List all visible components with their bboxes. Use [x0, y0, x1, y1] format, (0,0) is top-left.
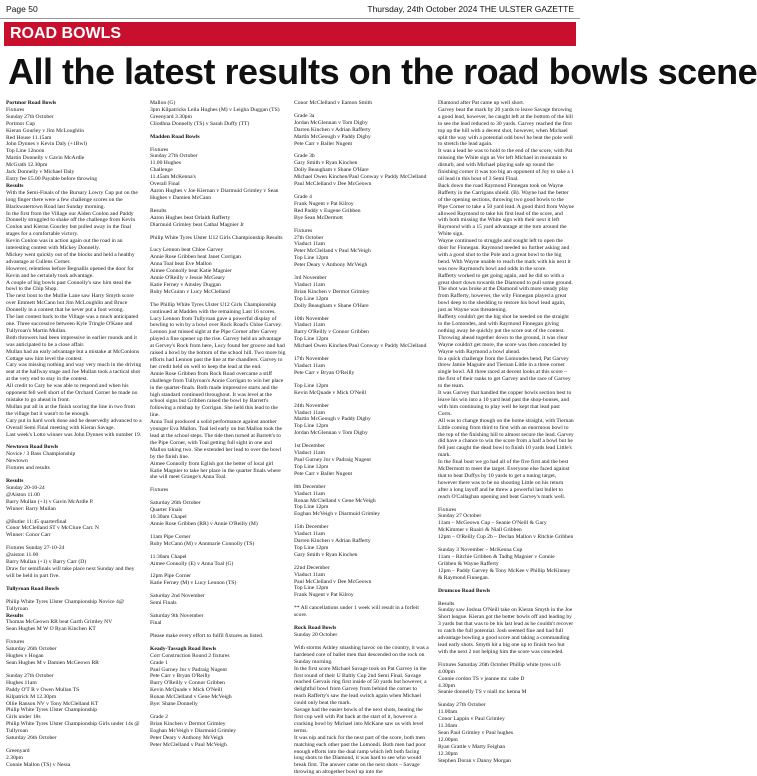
text-line: 8th December: [294, 483, 326, 490]
text-line: 3pm Kilpatricks Leila Hughes (M) v Leigha Duggan (TS): [150, 106, 280, 113]
text-line: Quarter Finals: [150, 507, 183, 514]
text-line: Fixtures and results: [6, 465, 50, 472]
text-line: 15th December: [294, 524, 329, 531]
text-line: Fixtures: [438, 506, 457, 513]
text-line: It was a lead he was to hold to the end of the score, with Pat missing the White sign as Ver left Michael in mountain to disturb, and with Michael playing safe up round the finishing corner it was too big an opponent of Joy to take a 1 oil lead in this bout of 3 Semi Final.: [438, 148, 574, 182]
text-line: The next bout to the Mullie Lane saw Harry Smyth score over Emmett McCann but Jim McLoughlin and Bruce Donnelly in a contest that he never put a foot wrong.: [6, 293, 134, 314]
text-line: Winner: Conor Carr: [6, 532, 51, 539]
column-1: [6, 100, 142, 768]
text-line: Barry Mullan (+1) v Gavin McArdle P.: [6, 498, 94, 505]
text-line: Viaduct 11am: [294, 363, 325, 369]
text-line: Conor McClelland v Eamon Smith: [294, 100, 372, 106]
text-line: Barry O'Reilly v Connor Gribben: [150, 680, 225, 687]
text-line: John Dynnes v Kevin Daly (+1Bwl): [6, 141, 87, 148]
text-line: Greenyard 3.30pm: [150, 113, 192, 120]
text-line: 4.00pm: [438, 668, 455, 675]
text-line: Paddy O'T R v Owen Mullan TS: [6, 686, 80, 693]
text-line: Sunday 27th October: [438, 702, 486, 709]
text-line: 1st December: [294, 443, 325, 450]
article-columns: [0, 100, 580, 776]
text-line: Eoghan McVeigh v Diarmuid Grimley: [150, 727, 237, 734]
text-line: Lennon just missed sight at the Pipe Corner after Garvey played a fine opener up the rise. Garvey held an advantage at Gervey's Rock from here, Lucy found her groove and had raised a bowl by the bottom of the school hill. Two more big efforts had Lennon past the line at the chandlers. Garvey to her credit held on well to keep the lead at the end.: [150, 329, 286, 370]
text-line: Top Line 12pm: [294, 585, 329, 592]
text-line: Connie Mallon (TS) v Nessa: [6, 761, 71, 768]
text-line: Fixtures Saturday 26th October Phillip white tyres u16: [438, 661, 561, 668]
text-line: It was Garvey that handled the copper bowls section best to leave his win into a 10 yard lead past the shop-houses, and with him continuing to play well he kept that lead past Corrs.: [438, 390, 572, 417]
text-line: Novice / 3 Bass Championship: [6, 451, 76, 458]
text-line: Philip White Tyres Ulster Championship: [6, 707, 98, 714]
text-line: Viaduct 11am: [294, 241, 325, 248]
text-line: ** All cancellations under 1 week will result in a forfeit score.: [294, 605, 419, 619]
text-line: Grade 3a: [294, 112, 315, 119]
text-line: Sunday 27th October: [150, 153, 198, 160]
text-line: Peter Deary v Anthony McVeigh: [294, 262, 368, 269]
text-line: Viaduct 11am: [294, 322, 325, 329]
text-line: Fixtures: [6, 106, 25, 113]
text-line: Sunday 3 November – McKenna Cup: [438, 547, 523, 554]
text-line: Connie cordon TS v jeanne mc cabe D: [438, 675, 525, 682]
subheading: Results: [6, 182, 24, 189]
text-line: In the final bout we go had all of the five first and the best McDermott to meet the target. Everyone else faced against that to beat Duffys by 10 yards to get a tuning target, however there was to be no shooting Little on his return after a long layoff and he threw a powerful last bullet to reach O'Callaghan opening and beat Garvey's mark well.: [438, 459, 570, 500]
text-line: All was to change though on the home straight, with Tiernan Little coming from third to first with an enormous bowl to the top of the finishing hill to almost secure the lead. Garvey did have a chance to win the score from a half a bowl but he fell just caught the dead bowl to finish 10 yards lead Little's mark.: [438, 417, 574, 459]
subheading: Keady-Tassagh Road Bowls: [150, 645, 217, 652]
text-line: Challenge: [150, 167, 173, 174]
text-line: In the first from the Village our Aiden Conlon and Paddy Donnelly struggled to shake off the challenge from Kevin Conlon and Kieran Gourley but pulled away in the final stages for a comfortable victory.: [6, 210, 136, 238]
text-line: Viaduct 11am: [294, 571, 325, 578]
text-line: 11am – McGeown Cup – Seanie O'Neill & Gary McKimmer v Ruairi & Niall Gribben: [438, 520, 547, 534]
text-line: Back down the road Raymond Finnegan took on Wayne Rafferty in the Carrigans shield. (B). Wayne had the better of the opening sections, throwing two good bowls to the Pipe Corner to take a 50 yard lead. A good third from Wayne allowed Raymond to take his first lead of the score, and with both missing the White sign with their next it left Raymond with a 15 yard advantage at the turn around the White sign.: [438, 182, 574, 238]
text-line: Barry Mullan (+1) v Barry Carr (D): [6, 559, 87, 566]
text-line: Frank Nugent v Pat Kilroy: [294, 592, 354, 599]
text-line: Diamond after Pat came up well short.: [438, 100, 525, 106]
text-line: Katie Ferney (M) v Lucy Lennon (TS): [150, 580, 237, 587]
text-line: Entry fee £5.00 Payable before throwing: [6, 175, 98, 182]
text-line: 12.30pm: [438, 750, 458, 757]
text-line: Sunday 27 October: [438, 513, 482, 520]
text-line: Fixtures: [150, 146, 169, 153]
text-line: Kilpatrick M 12.30pm: [6, 693, 57, 700]
text-line: 11.00 Hughes: [150, 160, 181, 167]
text-line: Top Line 12pm: [294, 295, 329, 302]
text-line: Greenyard: [6, 747, 30, 754]
text-line: Pete Carr v Baller Nugent: [294, 140, 353, 147]
subheading: Portmor Road Bowls: [6, 100, 57, 106]
text-line: Semi Finals: [150, 600, 177, 607]
text-line: With the Semi-Finals of the Bursary Lowry Cup put on the long finger there were a few challenge scores on the Blackwatertown Road last Sunday morning.: [6, 189, 138, 210]
text-line: Peter Deary v Anthony McVeigh: [150, 734, 224, 741]
text-line: Results: [438, 600, 455, 607]
text-line: Saturday 26th October: [6, 646, 57, 653]
subheading: Newtown Road Bowls: [6, 444, 59, 451]
text-line: Sean Hughes M v Damien McGeown RR: [6, 659, 99, 666]
subheading: Rock Road Bowls: [294, 625, 337, 632]
text-line: Michael Owen Kinchen/Paul Conway v Paddy McClelland: [294, 174, 427, 181]
text-line: Girls under 18s: [6, 714, 41, 721]
text-line: In a quick challenge from the Lomondes bend, Pat Garvey threw Jamie Maguire and Tiernan Little in a three corner single bowl. All three raced at decent looks at this score – the first of their ranks to get Garvey and the race of Garvey to the team.: [438, 355, 571, 390]
text-line: Conor McClelland ST v McClure Carr. N: [6, 525, 99, 532]
issue-date: Thursday, 24th October 2024 THE ULSTER GAZETTE: [367, 4, 574, 14]
text-line: Peter McClelland v Paul McVeigh: [294, 248, 371, 255]
text-line: Kevin Conlon was in action again out the road in an interesting contest with Mickey Donnelly.: [6, 238, 123, 252]
text-line: Corr Construction Round 2 fixtures: [150, 652, 230, 659]
text-line: @aiston 11.00: [6, 552, 39, 559]
text-line: Philip White Tyres Ulster Championship Girls under 14s @ Tullyroan: [6, 721, 140, 735]
text-line: Lucy Lennon beat Chloe Garvey: [150, 247, 224, 254]
text-line: Sunday saw Joshua O'Neill take on Kieran Smyth in the Joe Short league. Kieran got the better bowls off and leading by 3 yards but that was to be his last lead as he couldn't recover to catch the full potential. Josh seemed fine and had full advantage bowling a good score and taking a commanding lead early shots. Smyth hit a big one up to finish two but with the next 2 not helping him the score was conceded.: [438, 607, 574, 655]
text-line: Grade 1: [150, 659, 168, 666]
text-line: Red Paddy v Eugene Gribben: [294, 207, 361, 214]
page-number: Page 50: [6, 4, 38, 14]
text-line: Barry O'Reilly v Connor Gribben: [294, 329, 369, 336]
text-line: 3rd November: [294, 275, 327, 282]
article-headline: All the latest results on the road bowls scene: [8, 51, 757, 92]
text-line: 10th November: [294, 315, 329, 322]
section-banner: ROAD BOWLS: [4, 22, 576, 46]
text-line: Grade 2: [150, 713, 168, 720]
text-line: 11.30am: [438, 723, 458, 730]
text-line: Cliodhna Donnelly (TS) v Sarah Duffy (TT): [150, 120, 250, 127]
text-line: Thomas McGeown RR beat Garth Grimley NV: [6, 619, 113, 626]
text-line: Sunday 27th October: [6, 672, 54, 679]
text-line: Kevin McQuade v Mick O'Neill: [294, 389, 367, 396]
text-line: Garvey beat the mark by 20 yards to leave Savage throwing a good lead, however, he caught left at the bottom of the hill to see the lead reduced to 30 yards. Garvey reached the first top up the hill with a decent shot, however, when Michael split the way with a potential odd bowl he beat the pole well to stretch the lead again.: [438, 106, 573, 148]
text-line: Top Line 12pm: [294, 463, 329, 470]
subheading: Madden Road Bowls: [150, 133, 200, 140]
text-line: Fixtures: [6, 639, 25, 646]
text-line: Rafferty couldn't get the big shot he needed on the straight to the Lomondes, and with Raymond Finnegan giving nothing away he quickly put the score out of the contest. Throwing ahead together down to the ground, it was clear Wayne couldn't get more, the score was then conceded by Wayne with Raymond a bowl ahead.: [438, 314, 569, 355]
text-line: @Butler 11:45 quarterfinal: [6, 518, 67, 525]
text-line: Overall Final: [150, 181, 180, 188]
text-line: The last contest back to the Village was a much anticipated one. Three successive between Kyle Tringle O'Kane and Tullyroan's Martin Mullan.: [6, 314, 139, 334]
text-line: Bye: Shane Donnelly: [150, 701, 198, 708]
text-line: Mullan had an early advantage but a mistake at McConlons Cottage saw him level the contest.: [6, 348, 140, 362]
text-line: Top Line 12pm: [294, 382, 329, 389]
column-3: [294, 100, 430, 776]
text-line: Winner: Barry Mullan: [6, 505, 56, 512]
text-line: 22nd December: [294, 564, 330, 571]
text-line: Top Line 12pm: [294, 544, 329, 551]
text-line: Mickey went quickly out of the blocks and held a healthy advantage at Cullens Corner.: [6, 251, 135, 265]
text-line: Philip White Tyres Ulster Championship Novice 4@ Tullyroan: [6, 598, 124, 612]
text-line: Martin McGeough v Paddy Digby: [294, 133, 371, 140]
text-line: Frank Nugent v Pat Kilroy: [294, 200, 354, 207]
text-line: Paul Gurney Jnr v Padraig Nugent: [150, 666, 227, 673]
text-line: Pete Carr v Baller Nugent: [294, 470, 353, 477]
text-line: Savage had the easier bowls of the next shots, beating the first cup well with Pat back at the start of it, however a cracking bowl by Michael into McKane saw us with level terms.: [294, 707, 424, 734]
text-line: Saturday 26th October: [6, 735, 57, 742]
subheading: Results: [6, 612, 24, 619]
text-line: Darren Kinchen v Adrian Rafferty: [294, 126, 371, 133]
text-line: 24th November: [294, 402, 329, 409]
text-line: Grade 4: [294, 193, 312, 200]
text-line: McGrath 12.30pm: [6, 162, 48, 169]
text-line: Diarmuid Grimley beat Cathal Magnier Jr: [150, 221, 244, 228]
text-line: Gary Smith v Ryan Kinchen: [294, 160, 358, 167]
text-line: 2.30pm: [6, 754, 23, 761]
text-line: Katie Ferney v Ainsley Duggan: [150, 281, 221, 288]
text-line: Dolly Beaugham v Shane O'Hare: [294, 302, 369, 309]
text-line: 11.45am McKenna's: [150, 174, 196, 181]
text-line: Portmor Cup: [6, 120, 36, 127]
text-line: 11.00am: [438, 709, 458, 716]
text-line: Both throwers had been impressive in earlier rounds and it was anticipated to be a close affair.: [6, 334, 137, 348]
text-line: Please make every effort to fulfil fixtures as listed.: [150, 632, 264, 639]
text-line: Pete Carr v Bryan O'Reilly: [150, 673, 211, 680]
text-line: Saturday 9th November: [150, 613, 204, 620]
text-line: 12pm Pipe Corner: [150, 573, 192, 580]
text-line: Sunday 20 October: [294, 632, 338, 638]
text-line: Top Line 12pm: [294, 423, 329, 430]
text-line: Stephen Doran v Danny Morgan: [438, 757, 511, 764]
text-line: Sean Hughes M W O Ryan Kinchen KT: [6, 626, 96, 633]
text-line: Dolly Beaugham v Shane O'Hare: [294, 167, 369, 174]
text-line: Viaduct 11am: [294, 281, 325, 288]
text-line: Annie Rose Gribben beat Janet Corrigan: [150, 254, 241, 261]
text-line: Kevin McQuade v Mick O'Neill: [150, 687, 223, 694]
text-line: Last week's Lotto winner was John Dynnes with number 19.: [6, 431, 142, 438]
text-line: Cary put in hard work done and he deservedly advanced to a Overall Semi Final meeting with Kieran Savage.: [6, 417, 142, 431]
text-line: Darren Kinchen v Adrian Rafferty: [294, 538, 371, 545]
text-line: 12pm – O'Reilly Cup 2b – Declan Mallon v Ritchie Gribben: [438, 534, 574, 541]
text-line: Top Line 12pm: [294, 504, 329, 511]
text-line: 12.00pm: [438, 736, 458, 743]
text-line: Gary Smith v Ryan Kinchen: [294, 551, 358, 558]
text-line: All credit to Cary he was able to respond and when his opponent fell well short of the Orchard Corner he made no mistake to go ahead in front.: [6, 383, 138, 403]
text-line: Viaduct 11am: [294, 450, 325, 457]
text-line: Seanie donnelly TS v niall mc kenna M: [438, 689, 527, 696]
text-line: Draw for semifinals will take place next Sunday and they will be held in part five.: [6, 566, 135, 579]
text-line: Paul McClelland v Dee McGeown: [294, 578, 372, 585]
text-line: Brian Kinchen v Dermot Grimley: [150, 720, 226, 727]
text-line: Lucy Lennon from Tullyroan gave a powerful display of bowling to win by a bowl over Rock Road's Chloe Garvey.: [150, 315, 282, 329]
text-line: Saturday 2nd November: [150, 593, 205, 600]
text-line: Paul McClelland v Dee McGeown: [294, 181, 372, 188]
text-line: Eoghan McVeigh v Diarmuid Grimley: [294, 511, 381, 518]
text-line: Pete Carr v Bryan O'Reilly: [294, 369, 355, 376]
text-line: Viaduct 11am: [294, 490, 325, 497]
text-line: Ruby McGuinn v Lucy McClelland: [150, 288, 230, 295]
text-line: Red House 11.15am: [6, 134, 52, 141]
text-line: Sunday 20-10-24: [6, 484, 45, 491]
text-line: Rafferty worked to get going again, and he did so with a great short down towards the Diamond to pull some ground. The shot was broke at the Diamond with more steady play from Rafferty, however, the wily Finnegan played a great bowl deep to the shedding to restore his bowl lead again, just as Wayne was threatening.: [438, 272, 573, 314]
text-line: A couple of big bowls past Connolly's saw him steal the bowl to the Chip Shop.: [6, 279, 132, 293]
text-line: Ruby McCann (M) v Annmarie Connolly (TS): [150, 540, 255, 547]
text-line: Annie O'Reilly v Jessie McGeary: [150, 275, 225, 282]
text-line: Anna Toal beat Eve Mallon: [150, 261, 212, 268]
text-line: Fixtures: [294, 227, 313, 234]
text-line: Brian Kinchen v Dermot Grimley: [294, 288, 370, 295]
text-line: Mallon (G): [150, 100, 176, 106]
text-line: Conor Lappin v Paul Grimley: [438, 716, 505, 723]
text-line: Martin McGeough v Paddy Digby: [294, 416, 371, 423]
text-line: Aimee Connolly from Eglish got the better of local girl Katie Magnier to take her place in the quarter finals where she will meet Grange's Anna Toal.: [150, 460, 281, 481]
text-line: With storms Ashley smashing havoc on the country, it was a hardened core of ballet men that descended on the rock on Sunday morning.: [294, 644, 429, 665]
subheading: Drumcoo Road Bowls: [438, 587, 491, 594]
text-line: Cary was missing nothing and way very much in the driving seat at the halfway stage and Joe Mullan took a tactical shot at the very end to stay in the contest.: [6, 362, 142, 383]
text-line: Aimee Connolly (E) v Anna Toal (G): [150, 560, 234, 567]
text-line: Kieran Gourley v Jim McLoughlin: [6, 127, 84, 134]
text-line: Wayne continued to struggle and sought left to open the door for Finnegan. Raymond needed no further asking and with a good shot to the Pole and a great bowl to the big bend. With Wayne unable to reach the mark with his next it was now Raymond's bowl and odds in the score.: [438, 238, 571, 272]
page-folio: [0, 0, 580, 19]
text-line: Ronan McClelland v Gene McVeigh: [294, 497, 376, 504]
text-line: Ronan McClelland v Gene McVeigh: [150, 694, 232, 701]
text-line: Saturday 26th October: [150, 500, 201, 507]
text-line: Viaduct 11am: [294, 409, 325, 416]
subheading: Tullyroan Road Bowls: [6, 585, 60, 592]
text-line: Fixtures Sunday 27-10-24: [6, 545, 65, 552]
text-line: Newtown: [6, 458, 28, 465]
text-line: @Aiston 11.00: [6, 491, 40, 498]
text-line: Anna Toal produced a solid performance against another younger Eva Mallon. Toal led early on but Mallon took the lead at the school steps. The tide then turned at Barrett's to the Pipe Corner, with Toal getting full sight in one and Mallon taking two. She extended her lead to over the bowl by the finish line.: [150, 419, 283, 460]
text-line: Jordan McGlennan v Tom Digby: [294, 119, 368, 126]
text-line: The Phillip White Tyres Ulster U12 Girls Championship continued at Madden with the remaining Last 16 scores.: [150, 301, 277, 315]
text-line: 27th October: [294, 234, 324, 241]
text-line: Hughes 11am: [6, 679, 37, 686]
text-line: Fixtures: [150, 487, 169, 494]
text-line: Hughes v Hogan: [6, 653, 44, 660]
text-line: In the first score Michael Savage took on Pat Garvey in the first round of their U Baltly Cup 2nd Semi Final. Savage reached Gervais ring first inside of 50 yards but however, a delightful bowl from Garvey from behind the corner to reach Rafferty's saw the lead switch again when Michael could only beat the mark.: [294, 665, 427, 707]
text-line: Annie Rose Gribben (RR) v Annie O'Reilly (M): [150, 520, 258, 527]
text-line: However, relentless before Begnallis opened the door for Kevin and he certainly took advantage.: [6, 265, 134, 279]
text-line: 17th November: [294, 356, 329, 363]
text-line: Ollie Ranson NV v Tony McClelland KT: [6, 700, 99, 707]
text-line: Michael Owen Kinchen/Paul Conway v Paddy McClelland: [294, 343, 427, 350]
text-line: Sunday 27th October: [6, 113, 54, 120]
subheading: Results: [6, 478, 24, 485]
text-line: Top Line 12noon: [6, 148, 45, 155]
text-line: 12pm – Paddy Garvey & Tony McKee v Phillip McKinney & Raymond Finnegan.: [438, 567, 571, 581]
text-line: Aaron Hughes beat Orlaith Rafferty: [150, 214, 231, 221]
text-line: Martin Donnelly v Gavin McArdle: [6, 155, 85, 162]
text-line: Final: [150, 620, 162, 626]
text-line: Aimee Connolly beat Katie Magnier: [150, 268, 232, 275]
text-line: Paul Gurney Jnr v Padraig Nugent: [294, 456, 371, 463]
text-line: 11am – Ritchie Gribben & Tadhg Magnier v Connie Gribben & Wayne Rafferty: [438, 554, 555, 567]
text-line: Mullan put all in at the finish scoring the line in two from the village but it wasn't to be enough.: [6, 403, 135, 417]
column-2: [150, 100, 286, 748]
text-line: Jordan McGlennan v Tom Digby: [294, 430, 368, 437]
text-line: Results: [150, 207, 167, 214]
text-line: 11am Pipe Corner: [150, 533, 191, 540]
text-line: Peter McClelland v Paul McVeigh: [150, 741, 227, 748]
text-line: Sean Paul Grimley v Paul hughes: [438, 729, 514, 736]
text-line: Viaduct 11am: [294, 531, 325, 538]
text-line: It was nip and tuck for the next part of the score, both men matching each other past the Lomondi. Both men had poor enough efforts into the dual ramp which left both facing long shots to the Diamond, it was hard to see who would break first. The answer came on the next shots – Savage throwing an altogether bowl up into the: [294, 734, 426, 776]
text-line: Philip White Tyres Ulster U12 Girls Championship Results: [150, 234, 283, 241]
text-line: Top Line 12pm: [294, 336, 329, 343]
text-line: 11:30am Chapel: [150, 553, 187, 560]
text-line: Aaron Hughes v Joe Kiernan v Diarmuid Grimley v Sean Hughes v Damien McCann: [150, 187, 279, 201]
text-line: Bye Sean McDermott: [294, 214, 343, 221]
text-line: Grade 3b: [294, 153, 315, 160]
text-line: Annie Rose Gribben from Rock Road overcame a stiff challenge from Tullyroan's Annie Corrigan to win her place in the quarter-finals. Both made impressive starts and the high standard continued throughout. It was level at the school signs but Gribben raised the bowl by Barrett's following a mishap by Corrigan. She held this lead to the line.: [150, 370, 284, 419]
text-line: Ryan Grattle v Marty Feighan: [438, 743, 506, 750]
column-4: [438, 100, 574, 764]
text-line: 10.30am Chapel: [150, 514, 187, 521]
text-line: Jack Donnelly v Michael Daly: [6, 169, 75, 176]
text-line: Top Line 12pm: [294, 255, 329, 262]
text-line: 4.30pm: [438, 682, 455, 689]
